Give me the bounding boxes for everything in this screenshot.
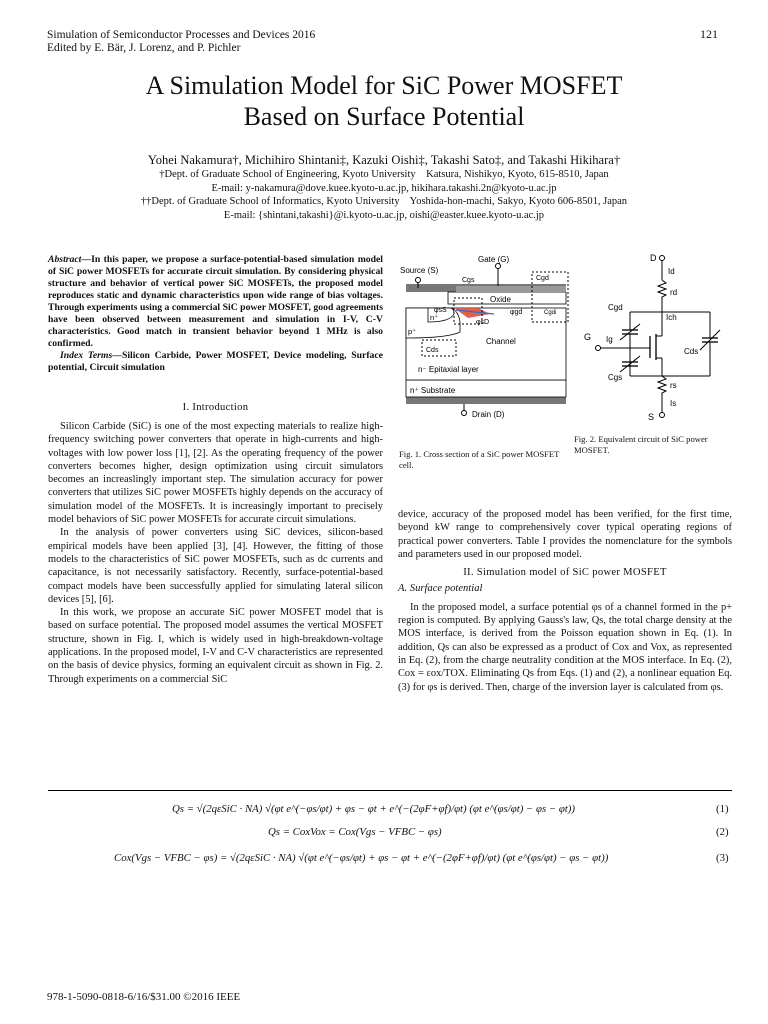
paper-title [0,70,768,132]
drain-metal [406,397,566,404]
abstract [48,254,383,374]
drain-node [660,256,665,261]
equation-divider [48,790,732,791]
id-label: Id [668,267,675,276]
equation-1-lhs: Qs = √(2qεSiC · NA) [172,803,263,815]
p-plus-label: p⁺ [408,327,417,336]
equation-2: Qs = CoxVox = Cox(Vgs − VFBC − φs) [268,826,442,838]
source-node [660,413,665,418]
copyright-footer: 978-1-5090-0818-6/16/$31.00 ©2016 IEEE [47,991,241,1003]
affiliations [0,168,768,222]
gate-electrode [456,286,566,292]
page-number: 121 [700,27,718,41]
section-1-heading: I. Introduction [182,402,249,413]
title-line-1: A Simulation Model for SiC Power MOSFET [145,71,623,100]
ich-label: Ich [666,313,677,322]
source-label: Source (S) [400,266,439,275]
rs-resistor [658,376,666,400]
cgd-label: Cgd [536,275,549,282]
source-node-label: S [648,412,655,422]
subsection-a-heading: A. Surface potential [398,583,483,595]
equation-3-number: (3) [716,852,729,864]
equation-1-rhs: √(φt e^(−φs/φt) + φs − φt + e^(−(2φF+φf)/φt) (φt e^(φs/φt) − φs − φt)) [265,803,575,815]
intro-paragraph-3: In this work, we propose an accurate SiC power MOSFET model that is based on surface potential. The proposed model assumes the vertical MOSFET structure, shown in Fig. I, which is widely used in high-breakdown-voltage applications. In the proposed model, I-V and C-V characteristics are represented on the basis of device physics, forming an equivalent circuit as shown in Fig. 2. Through experiments on a commercial SiC [48,607,383,685]
cgs-label: Cgs [462,277,475,284]
author-list: Yohei Nakamura†, Michihiro Shintani‡, Kazuki Oishi‡, Takashi Sato‡, and Takashi Hikihara† [147,153,621,167]
equation-2-number: (2) [716,826,729,838]
right-column-body [398,508,732,694]
gate-terminal [496,264,501,269]
affiliation-1: †Dept. of Graduate School of Engineering, Kyoto University Katsura, Nishikyo, Kyoto, 615-8510, Japan [159,169,609,180]
ig-label: Ig [606,335,613,344]
figure-2-equivalent-circuit [580,250,730,422]
channel-label: Channel [486,337,516,346]
rd-label: rd [670,288,678,297]
email-1: E-mail: y-nakamura@dove.kuee.kyoto-u.ac.jp, hikihara.takashi.2n@kyoto-u.ac.jp [211,182,557,194]
drain-label: Drain (D) [472,410,505,419]
index-terms-label: Index Terms [60,350,113,361]
equation-3-lhs: Cox(Vgs − VFBC − φs) = √(2qεSiC · NA) [114,852,296,864]
running-header [47,29,315,55]
section-2-heading: II. Simulation model of SiC power MOSFET [463,567,667,579]
oxide-label: Oxide [490,295,511,304]
is-label: Is [670,399,677,408]
rd-resistor [658,280,666,306]
cgs-label: Cgs [608,373,623,382]
index-terms-text: —Silicon Carbide, Power MOSFET, Device modeling, Surface potential, Circuit simulation [48,350,383,373]
phi-s-drain-label: φsD [476,319,490,326]
intro-paragraph-1: Silicon Carbide (SiC) is one of the most expecting materials to realize high-frequency switching power converters that operate in high-currents and high-voltages with low power loss [1], [2]. As the operating frequency of the power converters becomes higher, design optimization using circuit simulators becomes an increaslingly important step. The simulation accuracy for power converters that utilizes SiC power MOSFETs highly depends on the accuracy of simulation model of the MOSFETs. It is increasingly important to precisely model behaviors of SiC power MOSFETs for accurate circuit simulations. [48,421,383,526]
figure-2-caption: Fig. 2. Equivalent circuit of SiC power MOSFET. [574,434,708,455]
abstract-label: Abstract [48,254,82,265]
title-line-2: Based on Surface Potential [243,102,525,131]
n-plus-label: n⁺ [430,313,439,322]
substrate-label: n⁺ Substrate [410,386,456,395]
rs-label: rs [670,381,677,390]
email-2: E-mail: {shintani,takashi}@i.kyoto-u.ac.jp, oishi@easter.kuee.kyoto-u.ac.jp [223,209,545,221]
cgd-label: Cgd [608,303,623,312]
phi-gd-label: φgd [510,309,523,316]
cgdi-label: Cgdi [544,310,557,316]
gate-node [596,346,601,351]
gate-label: Gate (G) [478,255,510,264]
figure-1-caption: Fig. 1. Cross section of a SiC power MOSFET cell. [399,449,560,470]
cds-label: Cds [426,347,439,354]
source-terminal [416,278,421,283]
drain-terminal [462,411,467,416]
intro-paragraph-2: In the analysis of power converters using SiC devices, silicon-based empirical models have been applied [3], [4]. However, the fitting of those models to the characteristics of SiC power MOSFETs, such as dc currents and capacitance, is not necessarily satisfactory. Recently, surface-potential-based compact models have been successfully applied for simulating lateral silicon devices [5], [6]. [48,527,383,605]
equation-3 [114,852,704,864]
epitaxial-label: n⁻ Epitaxial layer [418,365,479,374]
cds-label: Cds [684,347,699,356]
abstract-text: —In this paper, we propose a surface-potential-based simulation model of SiC power MOSFETs for accurate circuit simulation. By considering physical structure and behavior of vertical power SiC MOSFETs, the proposed model reproduces static and dynamic characteristics upon wide range of bias voltages. Through experiments using a commercial SiC power MOSFET, good agreements have been observed between measurement and simulation in I-V, C-V characteristics. Good match in transient behavior beyond 1 MHz is also confirmed. [48,254,383,349]
section-2-paragraph: In the proposed model, a surface potential φs of a channel formed in the p+ region is computed. By applying Gauss's law, Qs, the total charge density at the MOS interface, is derived from the Poisson equation shown in Eq. (1). In addition, Qs can also be expressed as a product of Cox and Vox, as represented in Eq. (2), from the charge neutrality condition at the MOS interface. In Eq. (2), Cox = εox/TOX. Eliminating Qs from Eqs. (1) and (2), a nonlinear equation Eq. (3) for φs is derived. Then, charge of the inversion layer is calculated from φs. [398,601,732,693]
conference-line: Simulation of Semiconductor Processes and Devices 2016 [47,29,316,41]
section-1-body [48,420,383,686]
phi-s-source-label: φsS [434,307,447,314]
equation-1-number: (1) [716,803,729,815]
equation-1 [172,803,652,815]
equation-3-rhs: √(φt e^(−φs/φt) + φs − φt + e^(−(2φF+φf)/φt) (φt e^(φs/φt) − φs − φt)) [298,852,609,864]
continuation-paragraph: device, accuracy of the proposed model has been verified, for the first time, beyond kW range to comprehensively cover typical operating regions of practical power converters. Table I provides the nomenclature for the symbols and parameters used in our proposed model. [398,509,732,560]
editors-line: Edited by E. Bär, J. Lorenz, and P. Pichler [47,42,241,54]
drain-node-label: D [650,253,657,263]
figure-1-cross-section [398,252,576,424]
affiliation-2: ††Dept. of Graduate School of Informatics, Kyoto University Yoshida-hon-machi, Sakyo, Kyoto 606-8501, Japan [140,196,628,208]
gate-node-label: G [584,332,592,342]
